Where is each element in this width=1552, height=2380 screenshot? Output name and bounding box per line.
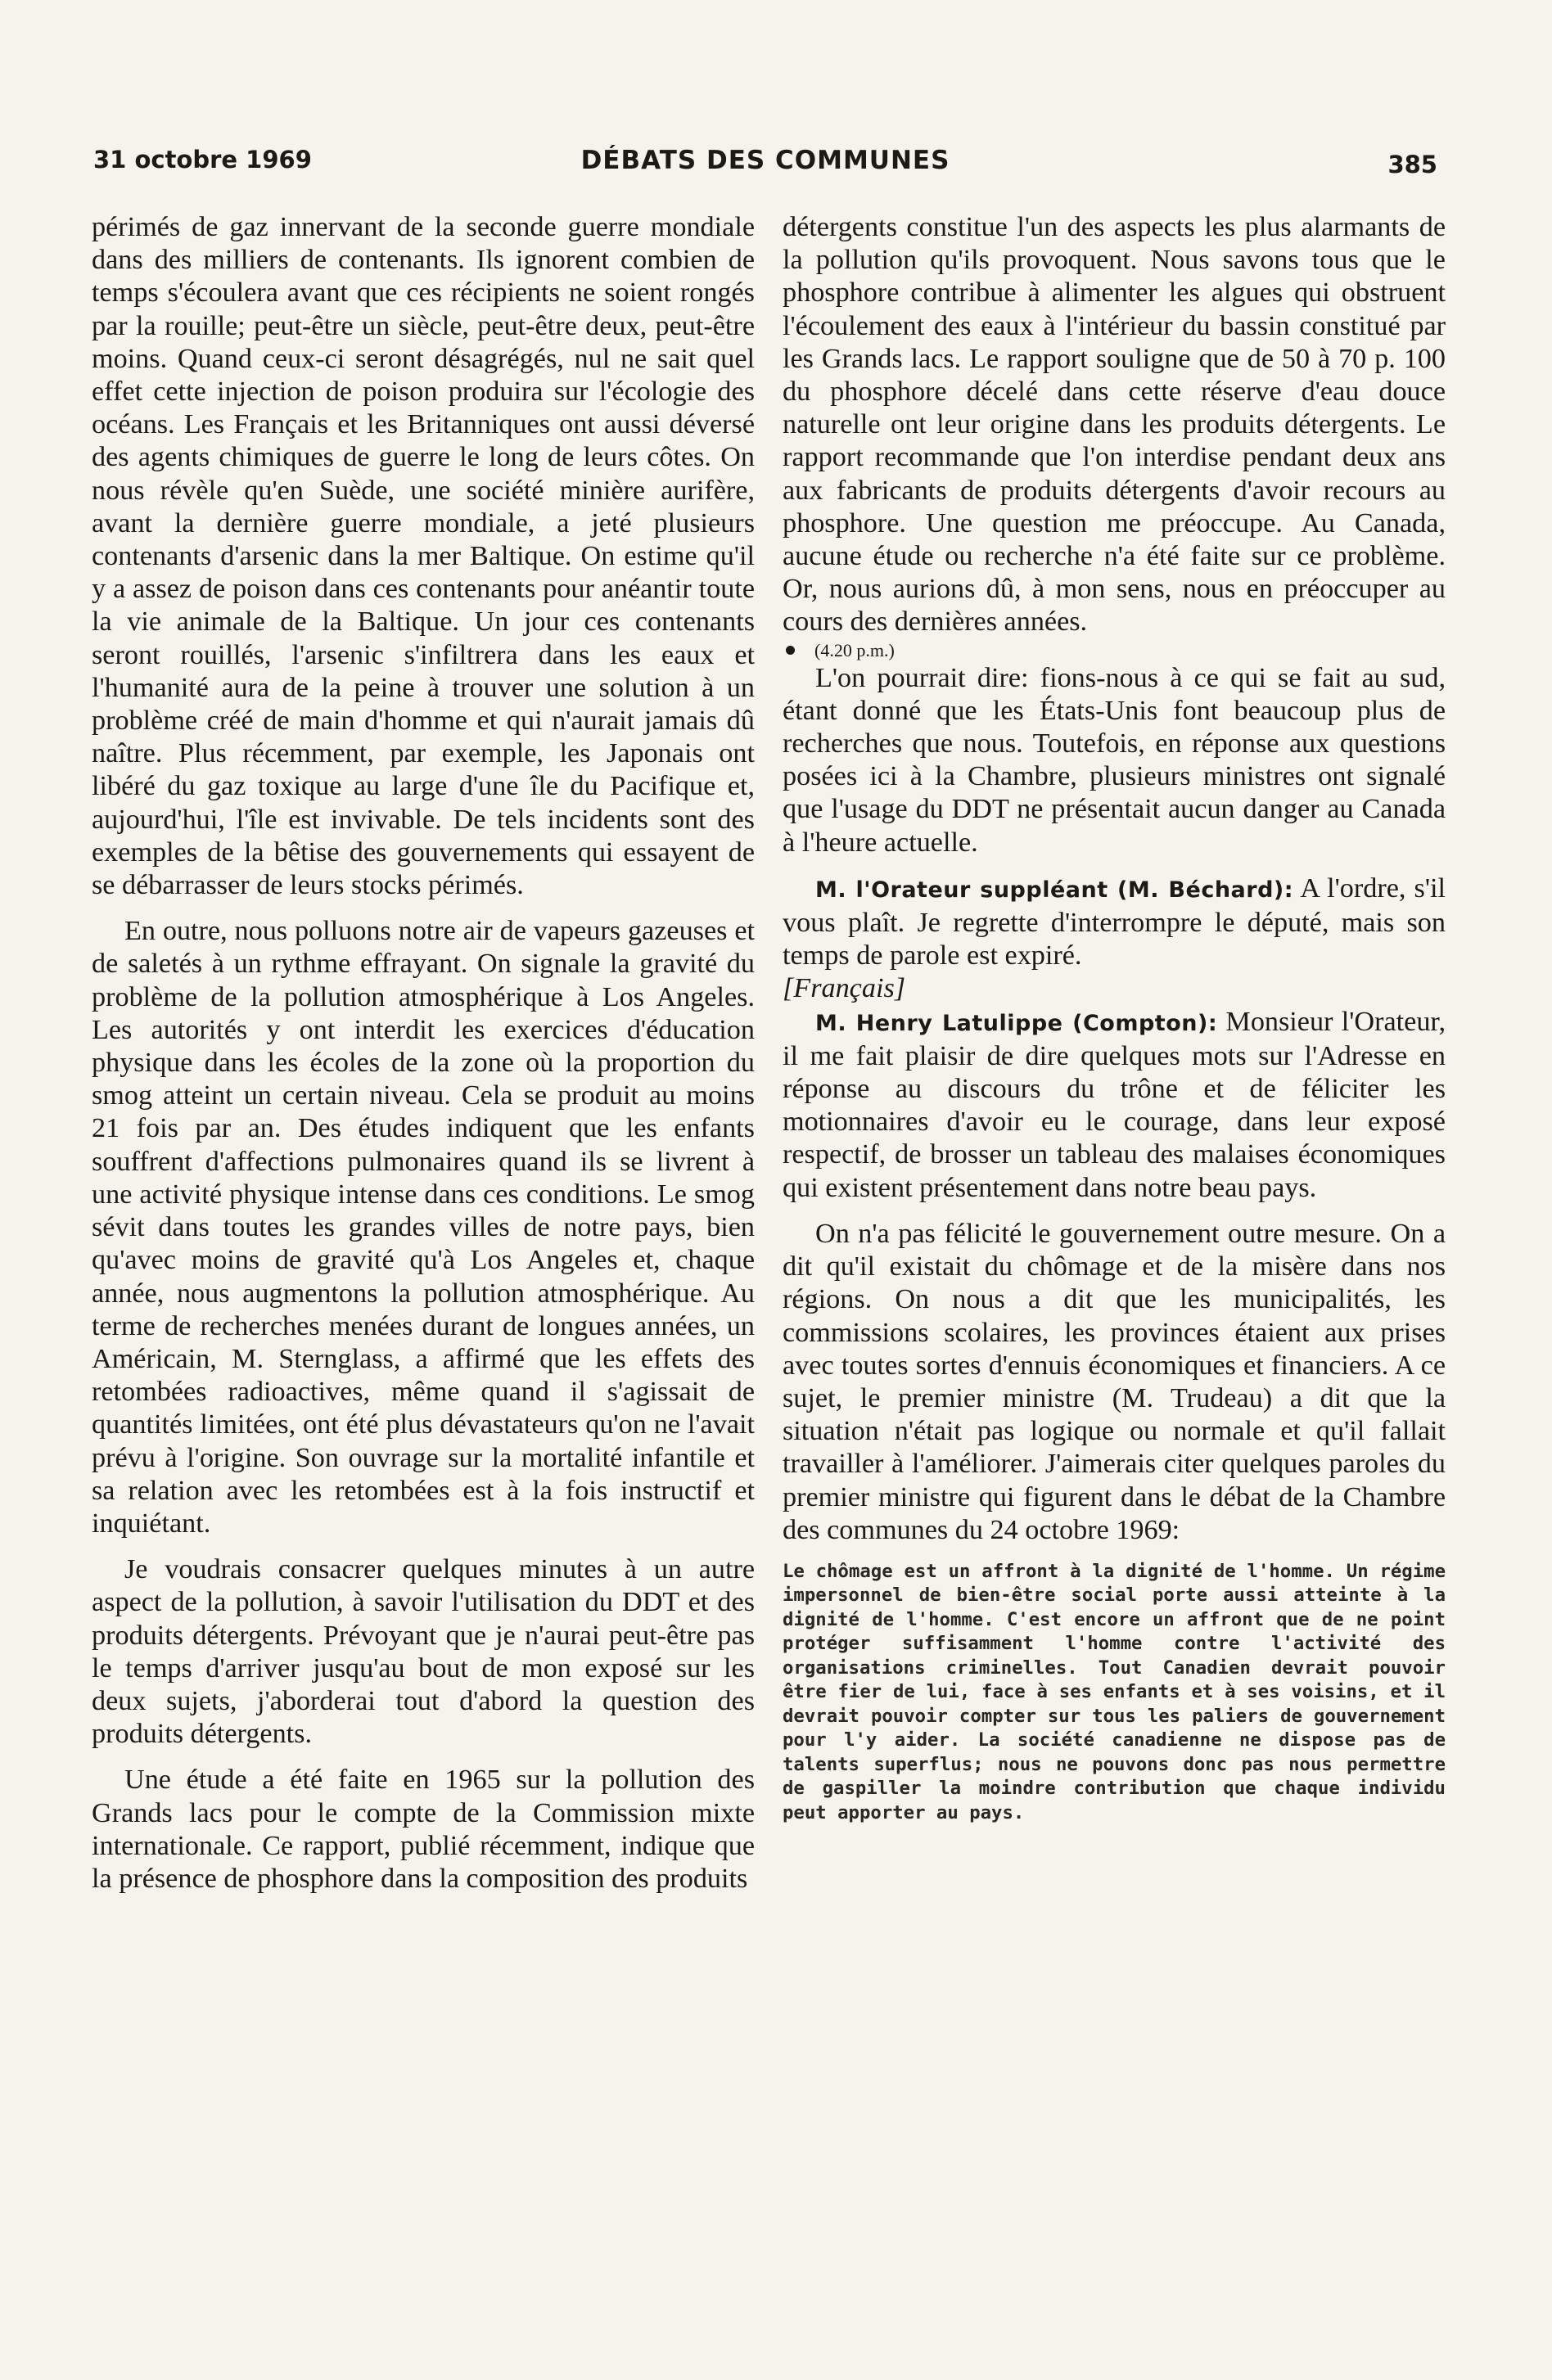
left-column [92,211,755,1895]
right-column [783,211,1446,1825]
speech-text: A l'ordre, s'il vous plaît. Je regrette d'interrompre le député, mais son temps de parole est expiré. [783,872,1446,971]
quote-text: Le chômage est un affront à la dignité de l'homme. Un régime impersonnel de bien-être social porte aussi atteinte à la dignité de l'homme. C'est encore un affront que de ne point protéger suffisamment l'homme contre l'activité des organisations criminelles. Tout Canadien devrait pouvoir être fier de lui, face à ses enfants et à ses voisins, et il devrait pouvoir compter sur tous les paliers de gouvernement pour l'y aider. La société canadienne ne dispose pas de talents superflus; nous ne pouvons donc pas nous permettre de gaspiller la moindre contribution que chaque individu peut apporter au pays. [783,1560,1446,1823]
language-marker: [Français] [783,973,906,1004]
time-stamp: (4.20 p.m.) [814,639,895,660]
speaker-name: M. Henry Latulippe (Compton): [815,1010,1218,1036]
block-quote [783,1560,1446,1826]
paragraph: On n'a pas félicité le gouvernement outre mesure. On a dit qu'il existait du chômage et de la misère dans nos régions. On nous a dit que les municipalités, les commissions scolaires, les provinces étaient aux prises avec toutes sortes d'ennuis économiques et financiers. A ce sujet, le premier ministre (M. Trudeau) a dit que la situation n'était pas logique ou normale et qu'il fallait travailler à l'améliorer. J'aimerais citer quelques paroles du premier ministre qui figurent dans le débat de la Chambre des communes du 24 octobre 1969: [783,1218,1446,1545]
speaker-paragraph [783,1006,1446,1205]
paragraph: Une étude a été faite en 1965 sur la pollution des Grands lacs pour le compte de la Commission mixte internationale. Ce rapport, publié récemment, indique que la présence de phosphore dans la composition des produits [92,1765,755,1894]
paragraph: Je voudrais consacrer quelques minutes à un autre aspect de la pollution, à savoir l'utilisation du DDT et des produits détergents. Prévoyant que je n'aurai peut-être pas le temps d'arriver jusqu'au bout de mon exposé sur les deux sujets, j'aborderai tout d'abord la question des produits détergents. [92,1554,755,1750]
time-marker [783,639,1446,662]
page-header [93,146,1437,187]
paragraph: périmés de gaz innervant de la seconde guerre mondiale dans des milliers de contenants. Ils ignorent combien de temps s'écoulera avant que ces récipients ne soient rongés par la rouille; peut-être un siècle, peut-être deux, peut-être moins. Quand ceux-ci seront désagrégés, nul ne sait quel effet cette injection de poison produira sur l'écologie des océans. Les Français et les Britanniques ont aussi déversé des agents chimiques de guerre le long de leurs côtes. On nous révèle qu'en Suède, une société minière aurifère, avant la dernière guerre mondiale, a jeté plusieurs contenants d'arsenic dans la mer Baltique. On estime qu'il y a assez de poison dans ces contenants pour anéantir toute la vie animale de la Baltique. Un jour ces contenants seront rouillés, l'arsenic s'infiltrera dans les eaux et l'humanité aura de la peine à trouver une solution à un problème créé de main d'homme et qui n'aurait jamais dû naître. Plus récemment, par exemple, les Japonais ont libéré du gaz toxique au large d'une île du Pacifique et, aujourd'hui, l'île est invivable. De tels incidents sont des exemples de la bêtise des gouvernements qui essayent de se débarrasser de leurs stocks périmés. [92,212,755,901]
header-date: 31 octobre 1969 [93,146,312,174]
paragraph: L'on pourrait dire: fions-nous à ce qui se fait au sud, étant donné que les États-Unis font beaucoup plus de recherches que nous. Toutefois, en réponse aux questions posées ici à la Chambre, plusieurs ministres ont signalé que l'usage du DDT ne présentait aucun danger au Canada à l'heure actuelle. [783,662,1446,858]
speech-text: Monsieur l'Orateur, il me fait plaisir de dire quelques mots sur l'Adresse en réponse au discours du trône et de féliciter les motionnaires d'avoir eu le courage, dans leur exposé respectif, de brosser un tableau des malaises économiques qui existent présentement dans notre beau pays. [783,1006,1446,1203]
header-title: DÉBATS DES COMMUNES [580,146,950,175]
bullet-icon [786,646,795,655]
speaker-paragraph [783,872,1446,973]
header-page-number: 385 [1387,151,1437,178]
paragraph: détergents constitue l'un des aspects les plus alarmants de la pollution qu'ils provoquent. Nous savons tous que le phosphore contribue à alimenter les algues qui obstruent l'écoulement des eaux à l'intérieur du bassin constitué par les Grands lacs. Le rapport souligne que de 50 à 70 p. 100 du phosphore décelé dans cette réserve d'eau douce naturelle ont leur origine dans les produits détergents. Le rapport recommande que l'on interdise pendant deux ans aux fabricants de produits détergents d'avoir recours au phosphore. Une question me préoccupe. Au Canada, aucune étude ou recherche n'a été faite sur ce problème. Or, nous aurions dû, à mon sens, nous en préoccuper au cours des dernières années. [783,212,1446,638]
paragraph: En outre, nous polluons notre air de vapeurs gazeuses et de saletés à un rythme effrayant. On signale la gravité du problème de la pollution atmosphérique à Los Angeles. Les autorités y ont interdit les exercices d'éducation physique dans les écoles de la zone où la proportion du smog atteint un certain niveau. Cela se produit au moins 21 fois par an. Des études indiquent que les enfants souffrent d'affections pulmonaires quand ils se livrent à une activité physique intense dans ces conditions. Le smog sévit dans toutes les grandes villes de notre pays, bien qu'avec moins de gravité qu'à Los Angeles et, chaque année, nous augmentons la pollution atmosphérique. Au terme de recherches menées durant de longues années, un Américain, M. Sternglass, a affirmé que les effets des retombées radioactives, même quand il s'agissait de quantités limitées, ont été plus dévastateurs qu'on ne l'avait prévu à l'origine. Son ouvrage sur la mortalité infantile et sa relation avec les retombées est à la fois instructif et inquiétant. [92,916,755,1539]
speaker-name: M. l'Orateur suppléant (M. Béchard): [815,877,1294,903]
